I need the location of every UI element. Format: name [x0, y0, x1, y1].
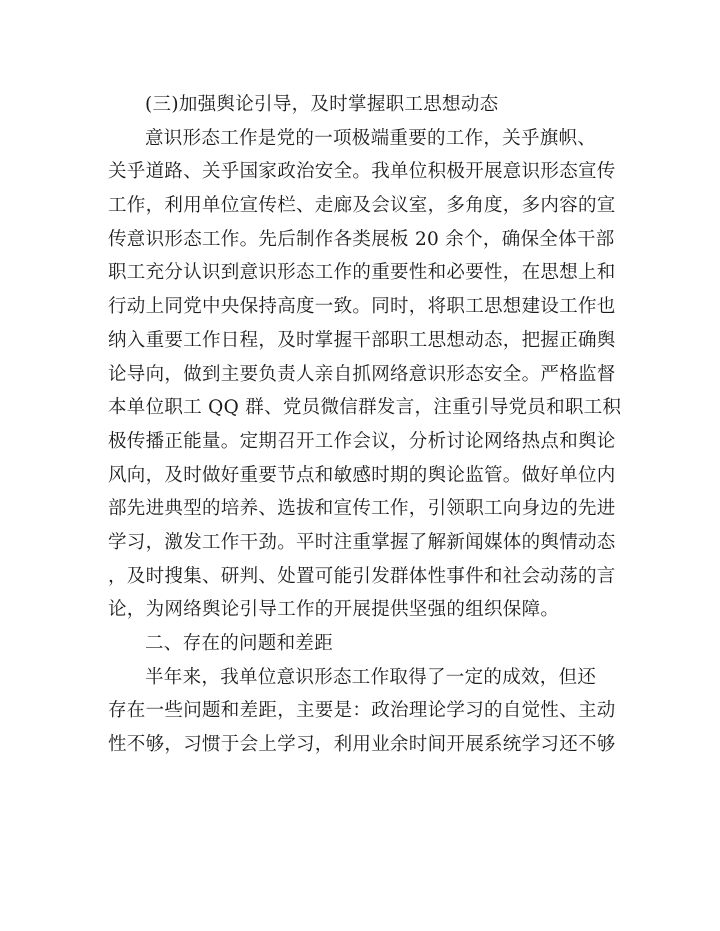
paragraph-1: [108, 122, 622, 627]
paragraph-line: 传意识形态工作。先后制作各类展板 20 余个，确保全体干部: [108, 228, 615, 250]
paragraph-line: 关乎道路、关乎国家政治安全。我单位积极开展意识形态宣传: [108, 161, 616, 183]
paragraph-line: 部先进典型的培养、选拔和宣传工作，引领职工向身边的先进: [108, 498, 616, 520]
paragraph-line: 存在一些问题和差距，主要是：政治理论学习的自觉性、主动: [108, 700, 616, 722]
paragraph-line: 纳入重要工作日程，及时掌握干部职工思想动态，把握正确舆: [108, 329, 616, 351]
document-body: [108, 88, 622, 762]
paragraph-line: 学习，激发工作干劲。平时注重掌握了解新闻媒体的舆情动态: [108, 531, 616, 553]
paragraph-line: 风向，及时做好重要节点和敏感时期的舆论监管。做好单位内: [108, 464, 616, 486]
paragraph-2: [108, 661, 618, 762]
paragraph-line: 论导向，做到主要负责人亲自抓网络意识形态安全。严格监督: [108, 363, 616, 385]
paragraph-line: 本单位职工 QQ 群、党员微信群发言，注重引导党员和职工积: [108, 397, 622, 419]
paragraph-line: 职工充分认识到意识形态工作的重要性和必要性，在思想上和: [108, 262, 616, 284]
section-2-heading: 二、存在的问题和差距: [145, 633, 334, 654]
paragraph-line: 行动上同党中央保持高度一致。同时，将职工思想建设工作也: [108, 296, 616, 318]
paragraph-line: 半年来，我单位意识形态工作取得了一定的成效，但还: [145, 666, 597, 688]
paragraph-line: ，及时搜集、研判、处置可能引发群体性事件和社会动荡的言: [108, 565, 616, 587]
paragraph-line: 性不够，习惯于会上学习，利用业余时间开展系统学习还不够: [108, 734, 616, 756]
paragraph-line: 论，为网络舆论引导工作的开展提供坚强的组织保障。: [108, 599, 560, 621]
paragraph-line: 极传播正能量。定期召开工作会议，分析讨论网络热点和舆论: [108, 430, 616, 452]
paragraph-line: 工作，利用单位宣传栏、走廊及会议室，多角度，多内容的宣: [108, 195, 616, 217]
paragraph-line: 意识形态工作是党的一项极端重要的工作，关乎旗帜、: [145, 127, 597, 149]
section-heading: (三)加强舆论引导，及时掌握职工思想动态: [145, 94, 499, 115]
